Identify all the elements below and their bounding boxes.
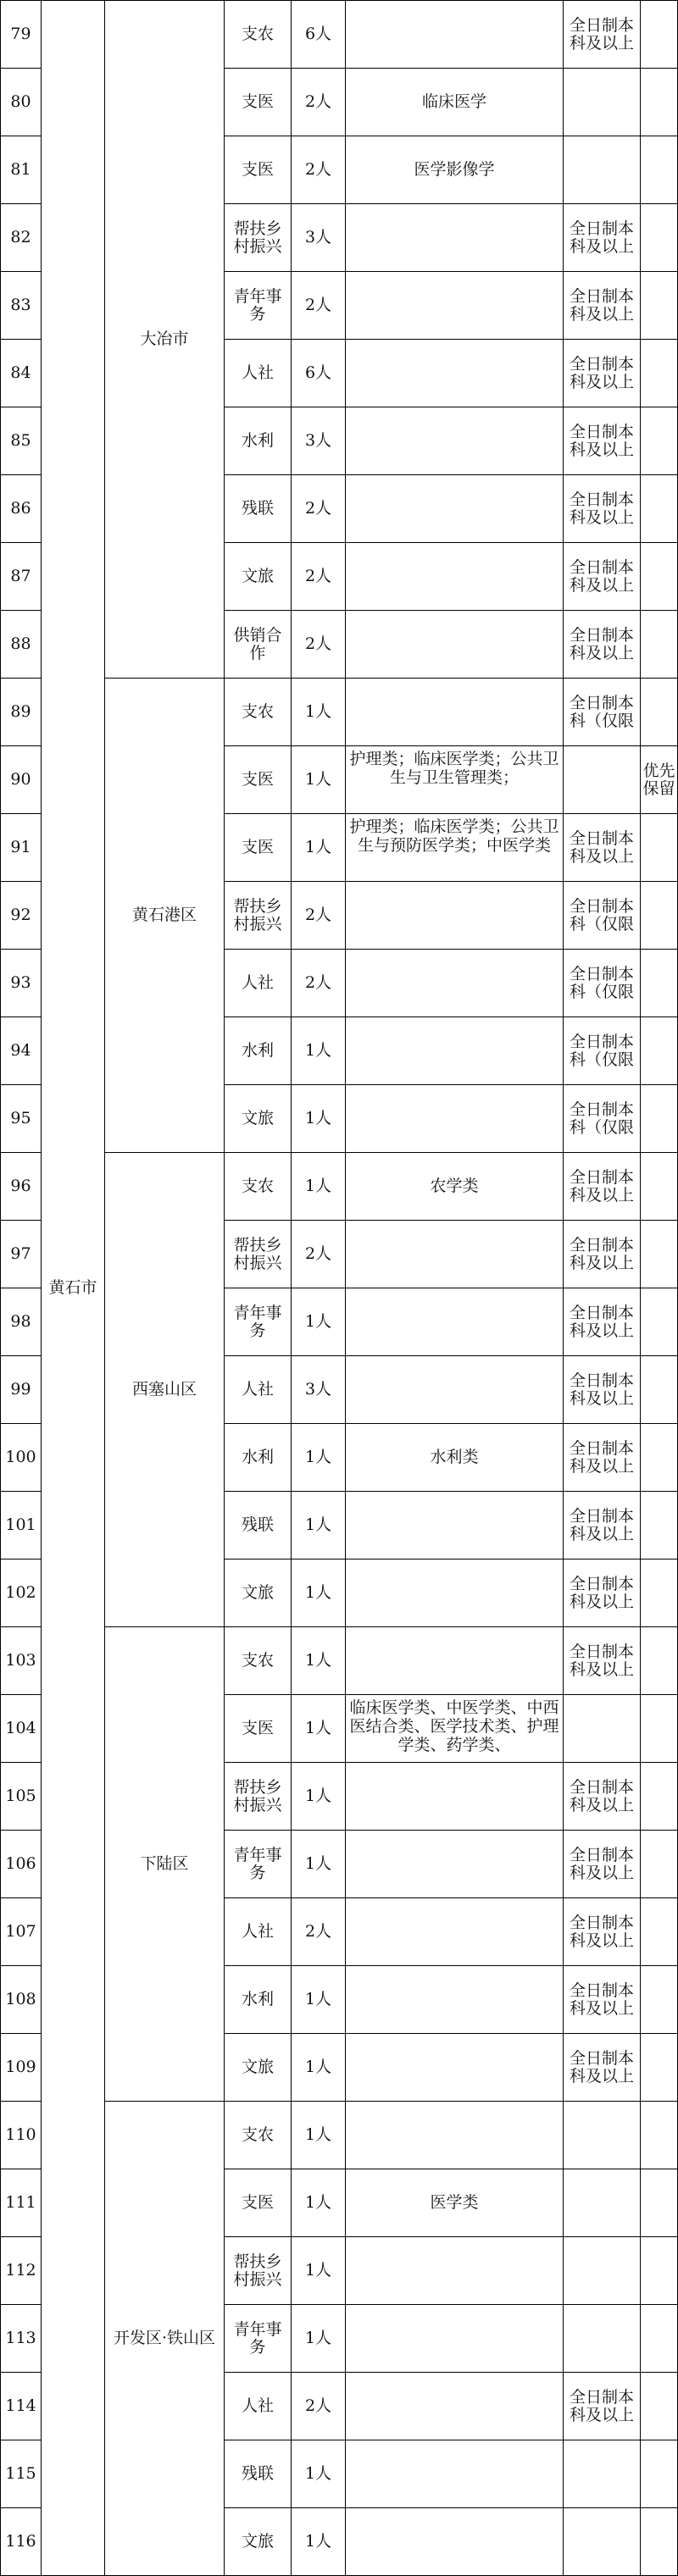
education-cell: 全日制本科及以上 [564,475,641,543]
major-cell [346,882,564,950]
headcount-cell: 1人 [292,2440,346,2508]
remark-cell [641,882,678,950]
major-cell [346,2440,564,2508]
department-cell: 人社 [225,950,292,1017]
row-number: 111 [1,2169,42,2237]
remark-cell [641,1559,678,1627]
department-cell: 残联 [225,1492,292,1559]
education-cell [564,746,641,814]
remark-cell [641,2237,678,2305]
department-cell: 青年事务 [225,1288,292,1356]
major-cell [346,543,564,611]
department-cell: 残联 [225,475,292,543]
major-cell [346,1627,564,1695]
education-cell: 全日制本科及以上 [564,1492,641,1559]
major-cell [346,1356,564,1424]
headcount-cell: 2人 [292,475,346,543]
remark-cell [641,1,678,69]
department-cell: 支医 [225,746,292,814]
department-cell: 帮扶乡村振兴 [225,882,292,950]
remark-cell [641,407,678,475]
department-cell: 帮扶乡村振兴 [225,2237,292,2305]
major-cell [346,2508,564,2576]
department-cell: 支农 [225,679,292,746]
remark-cell [641,340,678,407]
remark-cell [641,1492,678,1559]
row-number: 89 [1,679,42,746]
department-cell: 帮扶乡村振兴 [225,1221,292,1288]
headcount-cell: 1人 [292,1966,346,2034]
headcount-cell: 1人 [292,1831,346,1898]
headcount-cell: 1人 [292,1763,346,1831]
department-cell: 支医 [225,1695,292,1763]
row-number: 106 [1,1831,42,1898]
education-cell [564,2305,641,2373]
education-cell [564,1695,641,1763]
remark-cell [641,1966,678,2034]
department-cell: 文旅 [225,2508,292,2576]
headcount-cell: 1人 [292,1424,346,1492]
education-cell: 全日制本科及以上 [564,1966,641,2034]
department-cell: 支医 [225,2169,292,2237]
row-number: 82 [1,204,42,272]
major-cell: 临床医学 [346,69,564,136]
headcount-cell: 6人 [292,340,346,407]
department-cell: 帮扶乡村振兴 [225,1763,292,1831]
headcount-cell: 2人 [292,543,346,611]
row-number: 96 [1,1153,42,1221]
education-cell: 全日制本科（仅限 [564,882,641,950]
remark-cell [641,1356,678,1424]
major-cell [346,1492,564,1559]
row-number: 85 [1,407,42,475]
row-number: 95 [1,1085,42,1153]
remark-cell [641,1831,678,1898]
department-cell: 文旅 [225,543,292,611]
major-cell [346,2373,564,2440]
remark-cell [641,1898,678,1966]
education-cell: 全日制本科及以上 [564,1831,641,1898]
row-number: 80 [1,69,42,136]
headcount-cell: 2人 [292,136,346,204]
education-cell: 全日制本科及以上 [564,1153,641,1221]
remark-cell [641,1221,678,1288]
row-number: 114 [1,2373,42,2440]
department-cell: 青年事务 [225,1831,292,1898]
row-number: 92 [1,882,42,950]
row-number: 83 [1,272,42,340]
remark-cell [641,543,678,611]
education-cell: 全日制本科及以上 [564,611,641,679]
education-cell [564,2508,641,2576]
remark-cell [641,679,678,746]
headcount-cell: 2人 [292,950,346,1017]
education-cell: 全日制本科及以上 [564,1,641,69]
department-cell: 水利 [225,1017,292,1085]
headcount-cell: 2人 [292,69,346,136]
row-number: 100 [1,1424,42,1492]
education-cell: 全日制本科及以上 [564,272,641,340]
headcount-cell: 1人 [292,1695,346,1763]
major-cell [346,204,564,272]
major-cell: 农学类 [346,1153,564,1221]
row-number: 91 [1,814,42,882]
education-cell: 全日制本科及以上 [564,814,641,882]
row-number: 115 [1,2440,42,2508]
remark-cell [641,950,678,1017]
district-cell: 西塞山区 [105,1153,225,1627]
major-cell [346,1,564,69]
remark-cell [641,814,678,882]
district-cell: 黄石港区 [105,679,225,1153]
department-cell: 水利 [225,1966,292,2034]
education-cell: 全日制本科及以上 [564,1424,641,1492]
department-cell: 人社 [225,1898,292,1966]
education-cell [564,136,641,204]
department-cell: 残联 [225,2440,292,2508]
department-cell: 人社 [225,2373,292,2440]
major-cell [346,1017,564,1085]
row-number: 110 [1,2102,42,2169]
major-cell [346,272,564,340]
district-cell: 大冶市 [105,1,225,679]
major-cell [346,679,564,746]
major-cell [346,950,564,1017]
headcount-cell: 2人 [292,272,346,340]
major-cell [346,2237,564,2305]
district-cell: 下陆区 [105,1627,225,2102]
education-cell: 全日制本科及以上 [564,2373,641,2440]
row-number: 101 [1,1492,42,1559]
major-cell: 医学影像学 [346,136,564,204]
education-cell: 全日制本科及以上 [564,1221,641,1288]
major-cell [346,340,564,407]
remark-cell [641,2102,678,2169]
row-number: 104 [1,1695,42,1763]
row-number: 79 [1,1,42,69]
row-number: 99 [1,1356,42,1424]
department-cell: 水利 [225,1424,292,1492]
remark-cell [641,2034,678,2102]
headcount-cell: 1人 [292,1288,346,1356]
row-number: 94 [1,1017,42,1085]
education-cell: 全日制本科（仅限 [564,1017,641,1085]
headcount-cell: 2人 [292,1221,346,1288]
education-cell: 全日制本科及以上 [564,1356,641,1424]
headcount-cell: 1人 [292,814,346,882]
major-cell [346,1966,564,2034]
row-number: 103 [1,1627,42,1695]
department-cell: 水利 [225,407,292,475]
education-cell: 全日制本科（仅限 [564,1085,641,1153]
row-number: 116 [1,2508,42,2576]
major-cell [346,1085,564,1153]
education-cell: 全日制本科及以上 [564,1898,641,1966]
remark-cell [641,272,678,340]
department-cell: 支医 [225,814,292,882]
headcount-cell: 2人 [292,611,346,679]
headcount-cell: 1人 [292,1085,346,1153]
education-cell: 全日制本科及以上 [564,407,641,475]
headcount-cell: 1人 [292,2508,346,2576]
row-number: 81 [1,136,42,204]
headcount-cell: 1人 [292,1153,346,1221]
headcount-cell: 1人 [292,746,346,814]
headcount-cell: 1人 [292,679,346,746]
row-number: 87 [1,543,42,611]
headcount-cell: 1人 [292,1559,346,1627]
major-cell [346,1831,564,1898]
headcount-cell: 3人 [292,204,346,272]
major-cell: 护理类；临床医学类；公共卫生与预防医学类；中医学类 [346,814,564,882]
headcount-cell: 1人 [292,2305,346,2373]
row-number: 93 [1,950,42,1017]
major-cell [346,1763,564,1831]
department-cell: 支医 [225,136,292,204]
department-cell: 帮扶乡村振兴 [225,204,292,272]
education-cell: 全日制本科及以上 [564,204,641,272]
remark-cell [641,1288,678,1356]
headcount-cell: 1人 [292,2169,346,2237]
department-cell: 支医 [225,69,292,136]
remark-cell [641,1695,678,1763]
remark-cell [641,2169,678,2237]
headcount-cell: 3人 [292,1356,346,1424]
department-cell: 青年事务 [225,2305,292,2373]
remark-cell [641,475,678,543]
headcount-cell: 2人 [292,2373,346,2440]
department-cell: 支农 [225,2102,292,2169]
remark-cell [641,69,678,136]
headcount-cell: 3人 [292,407,346,475]
city-cell: 黄石市 [42,1,105,2576]
row-number: 112 [1,2237,42,2305]
education-cell: 全日制本科及以上 [564,1559,641,1627]
department-cell: 支农 [225,1153,292,1221]
department-cell: 文旅 [225,2034,292,2102]
education-cell: 全日制本科及以上 [564,2034,641,2102]
remark-cell [641,1017,678,1085]
major-cell [346,611,564,679]
department-cell: 文旅 [225,1559,292,1627]
row-number: 86 [1,475,42,543]
headcount-cell: 1人 [292,1492,346,1559]
headcount-cell: 1人 [292,1017,346,1085]
remark-cell: 优先保留 [641,746,678,814]
major-cell [346,1288,564,1356]
major-cell [346,2305,564,2373]
education-cell [564,2102,641,2169]
row-number: 109 [1,2034,42,2102]
education-cell [564,2169,641,2237]
row-number: 84 [1,340,42,407]
education-cell: 全日制本科及以上 [564,1763,641,1831]
row-number: 105 [1,1763,42,1831]
remark-cell [641,2305,678,2373]
department-cell: 供销合作 [225,611,292,679]
remark-cell [641,611,678,679]
headcount-cell: 1人 [292,2237,346,2305]
major-cell [346,1559,564,1627]
row-number: 90 [1,746,42,814]
headcount-cell: 2人 [292,1898,346,1966]
education-cell: 全日制本科及以上 [564,1288,641,1356]
major-cell [346,2034,564,2102]
department-cell: 青年事务 [225,272,292,340]
remark-cell [641,1085,678,1153]
department-cell: 支农 [225,1,292,69]
major-cell [346,407,564,475]
major-cell: 水利类 [346,1424,564,1492]
major-cell: 临床医学类、中医学类、中西医结合类、医学技术类、护理学类、药学类、 [346,1695,564,1763]
headcount-cell: 1人 [292,2102,346,2169]
education-cell [564,69,641,136]
row-number: 102 [1,1559,42,1627]
remark-cell [641,1424,678,1492]
remark-cell [641,2440,678,2508]
major-cell [346,1898,564,1966]
remark-cell [641,1763,678,1831]
headcount-cell: 2人 [292,882,346,950]
headcount-cell: 1人 [292,1627,346,1695]
row-number: 108 [1,1966,42,2034]
headcount-cell: 1人 [292,2034,346,2102]
education-cell: 全日制本科及以上 [564,340,641,407]
remark-cell [641,136,678,204]
major-cell [346,1221,564,1288]
row-number: 98 [1,1288,42,1356]
row-number: 97 [1,1221,42,1288]
table-row [1,1,678,69]
district-cell: 开发区·铁山区 [105,2102,225,2576]
major-cell: 护理类；临床医学类；公共卫生与卫生管理类； [346,746,564,814]
major-cell: 医学类 [346,2169,564,2237]
education-cell: 全日制本科（仅限 [564,950,641,1017]
department-cell: 人社 [225,340,292,407]
remark-cell [641,2508,678,2576]
remark-cell [641,1153,678,1221]
row-number: 113 [1,2305,42,2373]
education-cell [564,2237,641,2305]
remark-cell [641,1627,678,1695]
remark-cell [641,2373,678,2440]
department-cell: 支农 [225,1627,292,1695]
education-cell: 全日制本科及以上 [564,1627,641,1695]
education-cell: 全日制本科及以上 [564,543,641,611]
row-number: 107 [1,1898,42,1966]
department-cell: 文旅 [225,1085,292,1153]
education-cell: 全日制本科（仅限 [564,679,641,746]
major-cell [346,2102,564,2169]
remark-cell [641,204,678,272]
headcount-cell: 6人 [292,1,346,69]
row-number: 88 [1,611,42,679]
education-cell [564,2440,641,2508]
major-cell [346,475,564,543]
department-cell: 人社 [225,1356,292,1424]
table-body [1,1,678,2576]
